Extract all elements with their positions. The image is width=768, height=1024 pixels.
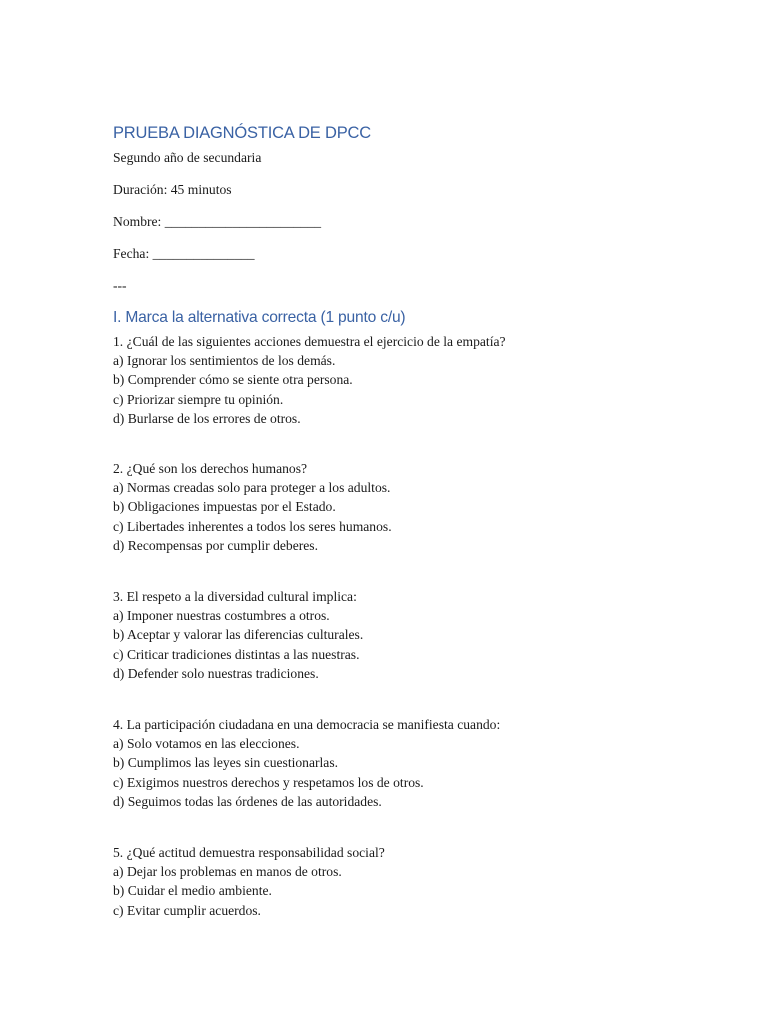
duration-line: Duración: 45 minutos: [113, 182, 232, 197]
question-3: [113, 587, 363, 683]
document-title: PRUEBA DIAGNÓSTICA DE DPCC: [113, 124, 371, 142]
option-b: b) Cuidar el medio ambiente.: [113, 883, 272, 899]
option-b: b) Aceptar y valorar las diferencias culturales.: [113, 627, 364, 643]
question-stem: 3. El respeto a la diversidad cultural implica:: [113, 589, 357, 604]
separator: ---: [113, 278, 127, 293]
option-c: c) Libertades inherentes a todos los seres humanos.: [113, 518, 392, 534]
name-field: Nombre: _______________________: [113, 214, 322, 229]
option-d: d) Defender solo nuestras tradiciones.: [113, 665, 319, 681]
option-c: c) Priorizar siempre tu opinión.: [113, 391, 284, 407]
section-heading: I. Marca la alternativa correcta (1 punto c/u): [113, 309, 406, 326]
option-a: a) Imponer nuestras costumbres a otros.: [113, 608, 330, 624]
option-a: a) Solo votamos en las elecciones.: [113, 736, 300, 752]
option-d: d) Seguimos todas las órdenes de las autoridades.: [113, 793, 382, 809]
option-c: c) Exigimos nuestros derechos y respetamos los de otros.: [113, 774, 424, 790]
option-d: d) Burlarse de los errores de otros.: [113, 410, 301, 426]
option-d: d) Recompensas por cumplir deberes.: [113, 537, 318, 553]
date-field: Fecha: _______________: [113, 246, 255, 261]
option-b: b) Cumplimos las leyes sin cuestionarlas.: [113, 755, 339, 771]
option-a: a) Dejar los problemas en manos de otros.: [113, 864, 342, 880]
grade-line: Segundo año de secundaria: [113, 150, 262, 165]
option-c: c) Evitar cumplir acuerdos.: [113, 902, 261, 918]
option-b: b) Comprender cómo se siente otra persona.: [113, 372, 353, 388]
option-a: a) Ignorar los sentimientos de los demás.: [113, 353, 336, 369]
question-4: [113, 715, 500, 811]
question-stem: 5. ¿Qué actitud demuestra responsabilidad social?: [113, 845, 385, 860]
question-stem: 2. ¿Qué son los derechos humanos?: [113, 461, 308, 476]
question-5: [113, 843, 385, 920]
question-2: [113, 459, 392, 555]
option-a: a) Normas creadas solo para proteger a los adultos.: [113, 480, 391, 496]
question-stem: 4. La participación ciudadana en una democracia se manifiesta cuando:: [113, 717, 501, 732]
option-c: c) Criticar tradiciones distintas a las nuestras.: [113, 646, 360, 662]
option-b: b) Obligaciones impuestas por el Estado.: [113, 499, 336, 515]
question-1: [113, 332, 506, 428]
question-stem: 1. ¿Cuál de las siguientes acciones demuestra el ejercicio de la empatía?: [113, 334, 506, 349]
